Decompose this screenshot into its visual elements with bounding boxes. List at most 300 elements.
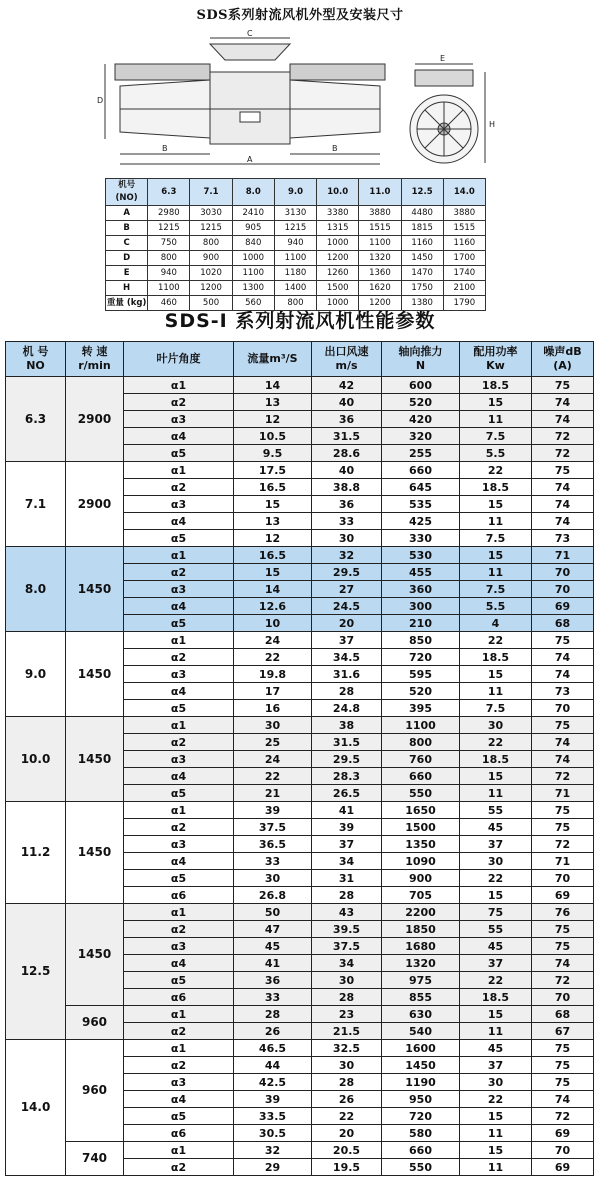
dimension-header-cell: 9.0 <box>274 179 316 206</box>
noise-cell: 74 <box>532 649 594 666</box>
dimension-cell: 2410 <box>232 206 274 221</box>
blade-angle-cell: α3 <box>124 1074 234 1091</box>
flow-cell: 39 <box>234 1091 312 1108</box>
dimension-cell: 500 <box>190 296 232 311</box>
blade-angle-cell: α5 <box>124 1108 234 1125</box>
flow-cell: 9.5 <box>234 445 312 462</box>
noise-cell: 74 <box>532 1091 594 1108</box>
power-cell: 18.5 <box>460 989 532 1006</box>
noise-cell: 74 <box>532 734 594 751</box>
dimension-cell: 1215 <box>190 221 232 236</box>
noise-cell: 75 <box>532 802 594 819</box>
thrust-cell: 660 <box>382 462 460 479</box>
velocity-cell: 28 <box>312 989 382 1006</box>
power-cell: 45 <box>460 938 532 955</box>
dimension-cell: 1500 <box>317 281 359 296</box>
dimension-cell: 3880 <box>359 206 401 221</box>
dimension-cell: 1200 <box>190 281 232 296</box>
thrust-cell: 1450 <box>382 1057 460 1074</box>
dimension-cell: 1100 <box>359 236 401 251</box>
power-cell: 37 <box>460 955 532 972</box>
power-cell: 5.5 <box>460 445 532 462</box>
performance-row <box>6 802 594 819</box>
dimension-cell: 1200 <box>359 296 401 311</box>
velocity-cell: 24.8 <box>312 700 382 717</box>
noise-cell: 73 <box>532 683 594 700</box>
thrust-cell: 850 <box>382 632 460 649</box>
thrust-cell: 705 <box>382 887 460 904</box>
velocity-cell: 31.6 <box>312 666 382 683</box>
blade-angle-cell: α4 <box>124 955 234 972</box>
blade-angle-cell: α2 <box>124 1057 234 1074</box>
velocity-cell: 27 <box>312 581 382 598</box>
velocity-cell: 28 <box>312 1074 382 1091</box>
noise-cell: 74 <box>532 666 594 683</box>
power-cell: 11 <box>460 564 532 581</box>
velocity-cell: 43 <box>312 904 382 921</box>
blade-angle-cell: α6 <box>124 887 234 904</box>
velocity-cell: 32.5 <box>312 1040 382 1057</box>
dimension-row <box>106 206 486 221</box>
blade-angle-cell: α1 <box>124 1040 234 1057</box>
speed-cell: 1450 <box>66 717 124 802</box>
dimension-cell: 1815 <box>401 221 443 236</box>
flow-cell: 30 <box>234 870 312 887</box>
velocity-cell: 31 <box>312 870 382 887</box>
performance-row <box>6 717 594 734</box>
thrust-cell: 580 <box>382 1125 460 1142</box>
dimension-header-cell: 10.0 <box>317 179 359 206</box>
velocity-cell: 31.5 <box>312 734 382 751</box>
thrust-cell: 210 <box>382 615 460 632</box>
thrust-cell: 300 <box>382 598 460 615</box>
dimension-cell: 1100 <box>274 251 316 266</box>
power-cell: 30 <box>460 1074 532 1091</box>
power-cell: 11 <box>460 1125 532 1142</box>
label-b-left: B <box>162 144 168 153</box>
velocity-cell: 31.5 <box>312 428 382 445</box>
power-cell: 15 <box>460 768 532 785</box>
dimension-cell: 1750 <box>401 281 443 296</box>
thrust-cell: 550 <box>382 785 460 802</box>
thrust-cell: 550 <box>382 1159 460 1176</box>
noise-cell: 72 <box>532 428 594 445</box>
performance-row <box>6 632 594 649</box>
dimension-cell: 1380 <box>401 296 443 311</box>
flow-cell: 32 <box>234 1142 312 1159</box>
velocity-cell: 28.6 <box>312 445 382 462</box>
flow-cell: 50 <box>234 904 312 921</box>
thrust-cell: 1090 <box>382 853 460 870</box>
power-cell: 15 <box>460 496 532 513</box>
noise-cell: 75 <box>532 717 594 734</box>
speed-cell: 960 <box>66 1040 124 1142</box>
noise-cell: 72 <box>532 445 594 462</box>
blade-angle-cell: α5 <box>124 615 234 632</box>
velocity-cell: 38 <box>312 717 382 734</box>
power-cell: 15 <box>460 394 532 411</box>
noise-cell: 69 <box>532 1159 594 1176</box>
blade-angle-cell: α1 <box>124 1142 234 1159</box>
flow-cell: 24 <box>234 751 312 768</box>
noise-cell: 74 <box>532 479 594 496</box>
flow-cell: 36.5 <box>234 836 312 853</box>
velocity-cell: 38.8 <box>312 479 382 496</box>
dimension-cell: 940 <box>148 266 190 281</box>
noise-cell: 67 <box>532 1023 594 1040</box>
power-cell: 22 <box>460 972 532 989</box>
noise-cell: 72 <box>532 836 594 853</box>
velocity-cell: 39 <box>312 819 382 836</box>
dimension-header-cell: 6.3 <box>148 179 190 206</box>
label-b-right: B <box>332 144 338 153</box>
blade-angle-cell: α5 <box>124 530 234 547</box>
machine-no-cell: 11.2 <box>6 802 66 904</box>
performance-row <box>6 1006 594 1023</box>
dimension-cell: 1020 <box>190 266 232 281</box>
blade-angle-cell: α2 <box>124 394 234 411</box>
velocity-cell: 23 <box>312 1006 382 1023</box>
velocity-cell: 20 <box>312 1125 382 1142</box>
velocity-cell: 26.5 <box>312 785 382 802</box>
power-cell: 11 <box>460 513 532 530</box>
blade-angle-cell: α3 <box>124 411 234 428</box>
label-h: H <box>489 120 496 129</box>
thrust-cell: 600 <box>382 377 460 394</box>
velocity-cell: 39.5 <box>312 921 382 938</box>
power-cell: 4 <box>460 615 532 632</box>
flow-cell: 46.5 <box>234 1040 312 1057</box>
noise-cell: 69 <box>532 1125 594 1142</box>
header-power: 配用功率 Kw <box>460 342 532 377</box>
dimension-cell: 905 <box>232 221 274 236</box>
dimension-row <box>106 266 486 281</box>
velocity-cell: 34 <box>312 853 382 870</box>
noise-cell: 70 <box>532 581 594 598</box>
velocity-cell: 37.5 <box>312 938 382 955</box>
thrust-cell: 320 <box>382 428 460 445</box>
power-cell: 22 <box>460 632 532 649</box>
performance-row <box>6 1040 594 1057</box>
dimension-row-label: B <box>106 221 148 236</box>
power-cell: 11 <box>460 1159 532 1176</box>
flow-cell: 12 <box>234 411 312 428</box>
blade-angle-cell: α3 <box>124 751 234 768</box>
dimension-row-label: D <box>106 251 148 266</box>
noise-cell: 76 <box>532 904 594 921</box>
velocity-cell: 33 <box>312 513 382 530</box>
noise-cell: 69 <box>532 887 594 904</box>
blade-angle-cell: α5 <box>124 870 234 887</box>
blade-angle-cell: α6 <box>124 989 234 1006</box>
blade-angle-cell: α1 <box>124 717 234 734</box>
velocity-cell: 29.5 <box>312 751 382 768</box>
dimension-header-cell: 14.0 <box>443 179 485 206</box>
thrust-cell: 520 <box>382 394 460 411</box>
velocity-cell: 40 <box>312 462 382 479</box>
performance-title: SDS-I 系列射流风机性能参数 <box>164 310 436 332</box>
velocity-cell: 41 <box>312 802 382 819</box>
flow-cell: 12 <box>234 530 312 547</box>
noise-cell: 70 <box>532 1142 594 1159</box>
thrust-cell: 950 <box>382 1091 460 1108</box>
dimension-header-cell: 8.0 <box>232 179 274 206</box>
blade-angle-cell: α1 <box>124 802 234 819</box>
flow-cell: 42.5 <box>234 1074 312 1091</box>
power-cell: 75 <box>460 904 532 921</box>
velocity-cell: 29.5 <box>312 564 382 581</box>
thrust-cell: 660 <box>382 768 460 785</box>
performance-row <box>6 547 594 564</box>
dimension-cell: 1320 <box>359 251 401 266</box>
thrust-cell: 1850 <box>382 921 460 938</box>
blade-angle-cell: α1 <box>124 547 234 564</box>
noise-cell: 71 <box>532 547 594 564</box>
noise-cell: 75 <box>532 377 594 394</box>
dimension-cell: 1215 <box>274 221 316 236</box>
dimension-cell: 1100 <box>232 266 274 281</box>
blade-angle-cell: α3 <box>124 836 234 853</box>
flow-cell: 10.5 <box>234 428 312 445</box>
speed-cell: 1450 <box>66 802 124 904</box>
dimension-cell: 1515 <box>359 221 401 236</box>
flow-cell: 15 <box>234 564 312 581</box>
power-cell: 55 <box>460 921 532 938</box>
dimension-row-label: 重量 (kg) <box>106 296 148 311</box>
velocity-cell: 37 <box>312 836 382 853</box>
dimension-cell: 1400 <box>274 281 316 296</box>
dimension-row-label: C <box>106 236 148 251</box>
power-cell: 11 <box>460 1023 532 1040</box>
thrust-cell: 720 <box>382 649 460 666</box>
noise-cell: 70 <box>532 870 594 887</box>
noise-cell: 74 <box>532 751 594 768</box>
flow-cell: 33 <box>234 853 312 870</box>
blade-angle-cell: α1 <box>124 1006 234 1023</box>
noise-cell: 74 <box>532 394 594 411</box>
velocity-cell: 26 <box>312 1091 382 1108</box>
dimension-cell: 940 <box>274 236 316 251</box>
dimension-cell: 1470 <box>401 266 443 281</box>
blade-angle-cell: α2 <box>124 1159 234 1176</box>
power-cell: 30 <box>460 853 532 870</box>
header-flow: 流量m³/S <box>234 342 312 377</box>
noise-cell: 75 <box>532 1040 594 1057</box>
thrust-cell: 425 <box>382 513 460 530</box>
flow-cell: 33 <box>234 989 312 1006</box>
velocity-cell: 24.5 <box>312 598 382 615</box>
dimension-cell: 1160 <box>401 236 443 251</box>
noise-cell: 75 <box>532 819 594 836</box>
dimension-cell: 800 <box>148 251 190 266</box>
dimension-cell: 3130 <box>274 206 316 221</box>
dimension-cell: 1740 <box>443 266 485 281</box>
performance-row <box>6 904 594 921</box>
flow-cell: 33.5 <box>234 1108 312 1125</box>
velocity-cell: 42 <box>312 377 382 394</box>
velocity-cell: 30 <box>312 530 382 547</box>
blade-angle-cell: α3 <box>124 581 234 598</box>
dimension-row <box>106 236 486 251</box>
dimension-cell: 1360 <box>359 266 401 281</box>
dimension-cell: 2100 <box>443 281 485 296</box>
thrust-cell: 630 <box>382 1006 460 1023</box>
flow-cell: 37.5 <box>234 819 312 836</box>
power-cell: 18.5 <box>460 377 532 394</box>
flow-cell: 28 <box>234 1006 312 1023</box>
velocity-cell: 28 <box>312 887 382 904</box>
noise-cell: 74 <box>532 411 594 428</box>
dimension-cell: 460 <box>148 296 190 311</box>
noise-cell: 69 <box>532 598 594 615</box>
flow-cell: 22 <box>234 649 312 666</box>
noise-cell: 70 <box>532 700 594 717</box>
power-cell: 15 <box>460 887 532 904</box>
blade-angle-cell: α2 <box>124 649 234 666</box>
flow-cell: 12.6 <box>234 598 312 615</box>
dimension-row <box>106 251 486 266</box>
dimension-cell: 3030 <box>190 206 232 221</box>
blade-angle-cell: α2 <box>124 1023 234 1040</box>
thrust-cell: 975 <box>382 972 460 989</box>
velocity-cell: 34 <box>312 955 382 972</box>
dimension-cell: 4480 <box>401 206 443 221</box>
noise-cell: 71 <box>532 785 594 802</box>
power-cell: 22 <box>460 734 532 751</box>
machine-no-cell: 14.0 <box>6 1040 66 1176</box>
noise-cell: 74 <box>532 955 594 972</box>
machine-no-cell: 9.0 <box>6 632 66 717</box>
speed-cell: 960 <box>66 1006 124 1040</box>
thrust-cell: 540 <box>382 1023 460 1040</box>
flow-cell: 25 <box>234 734 312 751</box>
velocity-cell: 30 <box>312 972 382 989</box>
dimension-cell: 1450 <box>401 251 443 266</box>
velocity-cell: 21.5 <box>312 1023 382 1040</box>
thrust-cell: 595 <box>382 666 460 683</box>
blade-angle-cell: α4 <box>124 853 234 870</box>
blade-angle-cell: α4 <box>124 598 234 615</box>
thrust-cell: 800 <box>382 734 460 751</box>
thrust-cell: 660 <box>382 1142 460 1159</box>
label-c: C <box>247 29 253 38</box>
blade-angle-cell: α5 <box>124 972 234 989</box>
thrust-cell: 1650 <box>382 802 460 819</box>
dimension-cell: 1200 <box>317 251 359 266</box>
blade-angle-cell: α6 <box>124 1125 234 1142</box>
thrust-cell: 530 <box>382 547 460 564</box>
dimension-cell: 1260 <box>317 266 359 281</box>
noise-cell: 75 <box>532 1057 594 1074</box>
power-cell: 11 <box>460 411 532 428</box>
dimension-cell: 1000 <box>317 296 359 311</box>
blade-angle-cell: α4 <box>124 513 234 530</box>
blade-angle-cell: α4 <box>124 1091 234 1108</box>
blade-angle-cell: α2 <box>124 734 234 751</box>
dimension-row-label: E <box>106 266 148 281</box>
dimension-header-cell: 11.0 <box>359 179 401 206</box>
performance-table <box>5 341 594 1176</box>
flow-cell: 30.5 <box>234 1125 312 1142</box>
power-cell: 18.5 <box>460 649 532 666</box>
performance-header-row <box>6 342 594 377</box>
machine-no-cell: 12.5 <box>6 904 66 1040</box>
power-cell: 37 <box>460 836 532 853</box>
speed-cell: 1450 <box>66 547 124 632</box>
blade-angle-cell: α3 <box>124 666 234 683</box>
velocity-cell: 36 <box>312 496 382 513</box>
flow-cell: 26 <box>234 1023 312 1040</box>
power-cell: 55 <box>460 802 532 819</box>
flow-cell: 14 <box>234 377 312 394</box>
flow-cell: 15 <box>234 496 312 513</box>
thrust-cell: 900 <box>382 870 460 887</box>
dimension-cell: 1160 <box>443 236 485 251</box>
noise-cell: 70 <box>532 564 594 581</box>
flow-cell: 19.8 <box>234 666 312 683</box>
power-cell: 7.5 <box>460 581 532 598</box>
blade-angle-cell: α5 <box>124 700 234 717</box>
speed-cell: 740 <box>66 1142 124 1176</box>
flow-cell: 16.5 <box>234 547 312 564</box>
fan-outline-drawing <box>0 24 600 176</box>
flow-cell: 21 <box>234 785 312 802</box>
power-cell: 22 <box>460 870 532 887</box>
machine-no-cell: 10.0 <box>6 717 66 802</box>
power-cell: 45 <box>460 819 532 836</box>
power-cell: 37 <box>460 1057 532 1074</box>
flow-cell: 45 <box>234 938 312 955</box>
thrust-cell: 395 <box>382 700 460 717</box>
dimension-cell: 800 <box>190 236 232 251</box>
power-cell: 22 <box>460 462 532 479</box>
blade-angle-cell: α5 <box>124 445 234 462</box>
blade-angle-cell: α4 <box>124 428 234 445</box>
thrust-cell: 2200 <box>382 904 460 921</box>
blade-angle-cell: α2 <box>124 479 234 496</box>
dimension-cell: 560 <box>232 296 274 311</box>
flow-cell: 16 <box>234 700 312 717</box>
power-cell: 7.5 <box>460 700 532 717</box>
velocity-cell: 28 <box>312 683 382 700</box>
dimension-cell: 800 <box>274 296 316 311</box>
power-cell: 15 <box>460 1142 532 1159</box>
noise-cell: 74 <box>532 513 594 530</box>
thrust-cell: 760 <box>382 751 460 768</box>
thrust-cell: 455 <box>382 564 460 581</box>
power-cell: 11 <box>460 683 532 700</box>
flow-cell: 41 <box>234 955 312 972</box>
power-cell: 22 <box>460 1091 532 1108</box>
speed-cell: 1450 <box>66 632 124 717</box>
flow-cell: 24 <box>234 632 312 649</box>
noise-cell: 70 <box>532 989 594 1006</box>
flow-cell: 17.5 <box>234 462 312 479</box>
velocity-cell: 36 <box>312 411 382 428</box>
header-velocity: 出口风速 m/s <box>312 342 382 377</box>
noise-cell: 74 <box>532 496 594 513</box>
dimension-cell: 1315 <box>317 221 359 236</box>
label-d: D <box>97 96 104 105</box>
dimension-cell: 3380 <box>317 206 359 221</box>
power-cell: 18.5 <box>460 479 532 496</box>
header-speed: 转 速 r/min <box>66 342 124 377</box>
thrust-cell: 720 <box>382 1108 460 1125</box>
dimension-table-header <box>106 179 486 206</box>
label-e: E <box>440 54 446 63</box>
fan-side-and-front-view <box>0 24 600 176</box>
dimension-header-cell: 12.5 <box>401 179 443 206</box>
